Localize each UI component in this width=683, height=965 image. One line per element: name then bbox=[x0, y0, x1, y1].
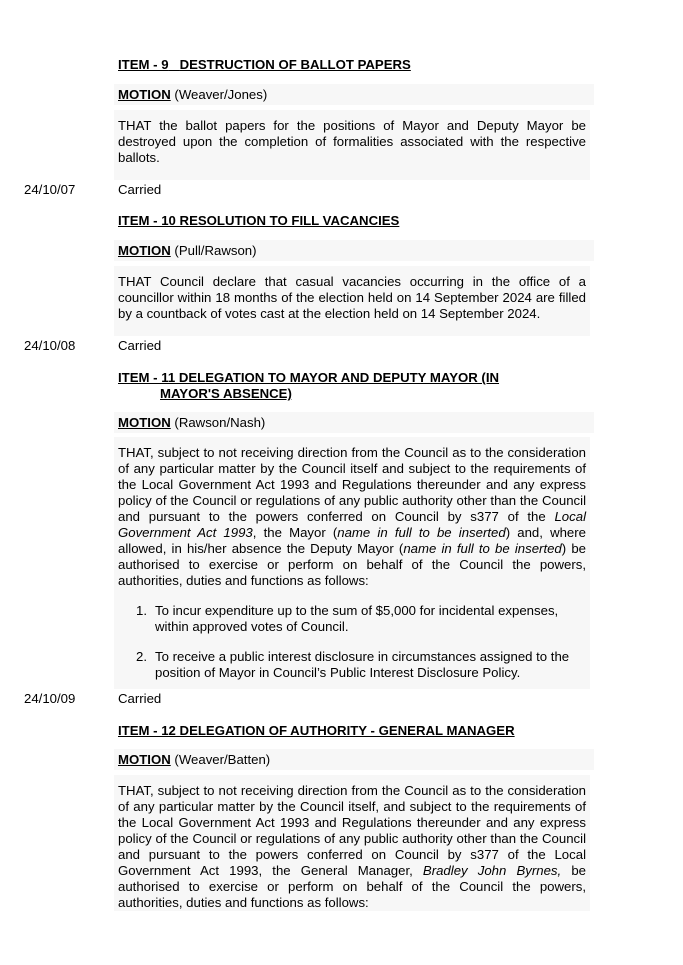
motion-word: MOTION bbox=[118, 752, 171, 767]
item-11-motion-box bbox=[114, 437, 590, 689]
item-9-motion-text: THAT the ballot papers for the positions of Mayor and Deputy Mayor be destroyed upon the completion of formalities associated with the respective ballots. bbox=[118, 118, 586, 165]
item-12-heading: ITEM - 12 DELEGATION OF AUTHORITY - GENERAL MANAGER bbox=[118, 723, 515, 738]
item-11-title-line1: ITEM - 11 DELEGATION TO MAYOR AND DEPUTY MAYOR (IN bbox=[118, 370, 500, 385]
item-9-title: DESTRUCTION OF BALLOT PAPERS bbox=[179, 57, 411, 72]
text-part: be authorised to exercise or perform on behalf of the Council the powers, authorities, duties and functions as follows: bbox=[118, 863, 586, 910]
list-item bbox=[114, 603, 590, 635]
item-9-motion-box bbox=[114, 110, 590, 180]
item-11-motion-text bbox=[114, 437, 590, 589]
item-11-delegation-list bbox=[114, 603, 590, 681]
text-part: ) and, where allowed, in his/her absence the Deputy Mayor ( bbox=[118, 525, 586, 556]
item-10-heading: ITEM - 10 RESOLUTION TO FILL VACANCIES bbox=[118, 213, 400, 228]
movers: (Weaver/Batten) bbox=[174, 752, 271, 767]
item-9-result: Carried bbox=[118, 182, 162, 197]
item-10-resolution-number: 24/10/08 bbox=[24, 338, 76, 353]
item-12-motion-text bbox=[114, 775, 590, 911]
item-9-heading bbox=[118, 57, 588, 73]
motion-word: MOTION bbox=[118, 243, 171, 258]
list-number: 1. bbox=[136, 603, 147, 618]
item-9-resolution-number: 24/10/07 bbox=[24, 182, 76, 197]
list-item bbox=[114, 649, 590, 681]
act-name: Local Government Act 1993 bbox=[118, 509, 586, 540]
list-number: 2. bbox=[136, 649, 147, 664]
movers: (Weaver/Jones) bbox=[174, 87, 268, 102]
list-text: To incur expenditure up to the sum of $5,000 for incidental expenses, within approved votes of Council. bbox=[155, 603, 559, 634]
item-10-motion-box bbox=[114, 266, 590, 336]
list-text: To receive a public interest disclosure in circumstances assigned to the position of Mayor in Council’s Public Interest Disclosure Policy. bbox=[155, 649, 570, 680]
text-part: ) be authorised to exercise or perform on behalf of the Council the powers, authorities, duties and functions as follows: bbox=[118, 541, 586, 588]
item-10-result: Carried bbox=[118, 338, 162, 353]
item-11-resolution-number: 24/10/09 bbox=[24, 691, 76, 706]
text-part: THAT, subject to not receiving direction from the Council as to the consideration of any particular matter by the Council itself, and subject to the requirements of the Local Government Act 1993 and Regulations thereunder and any express policy of the Council or regulations of any public authority other than the Council and pursuant to the powers conferred on Council by s377 of the Local Government Act 1993, the General Manager, bbox=[118, 783, 586, 878]
item-11-title-line2: MAYOR'S ABSENCE) bbox=[160, 386, 292, 401]
item-9-motion-label bbox=[114, 84, 594, 105]
item-10-motion-text: THAT Council declare that casual vacancies occurring in the office of a councillor within 18 months of the election held on 14 September 2024 are filled by a countback of votes cast at the election held on 14 September 2024. bbox=[118, 274, 586, 321]
mayor-name-placeholder: name in full to be inserted bbox=[337, 525, 506, 540]
text-part: , the Mayor ( bbox=[252, 525, 338, 540]
text-part: THAT, subject to not receiving direction from the Council as to the consideration of any particular matter by the Council itself and subject to the requirements of the Local Government Act 1993 and Regulations thereunder and any express policy of the Council or regulations of any public authority other than the Council and pursuant to the powers conferred on Council by s377 of the bbox=[118, 445, 586, 524]
motion-word: MOTION bbox=[118, 87, 171, 102]
item-10-motion-label bbox=[114, 240, 594, 261]
item-9-prefix: ITEM - 9 bbox=[118, 57, 169, 72]
item-12-motion-box bbox=[114, 775, 590, 911]
deputy-name-placeholder: name in full to be inserted bbox=[403, 541, 562, 556]
general-manager-name: Bradley John Byrnes, bbox=[422, 863, 562, 878]
movers: (Rawson/Nash) bbox=[174, 415, 266, 430]
item-11-heading bbox=[118, 370, 588, 402]
item-12-motion-label bbox=[114, 749, 594, 770]
motion-word: MOTION bbox=[118, 415, 171, 430]
movers: (Pull/Rawson) bbox=[174, 243, 257, 258]
item-11-motion-label bbox=[114, 412, 594, 433]
item-11-result: Carried bbox=[118, 691, 162, 706]
